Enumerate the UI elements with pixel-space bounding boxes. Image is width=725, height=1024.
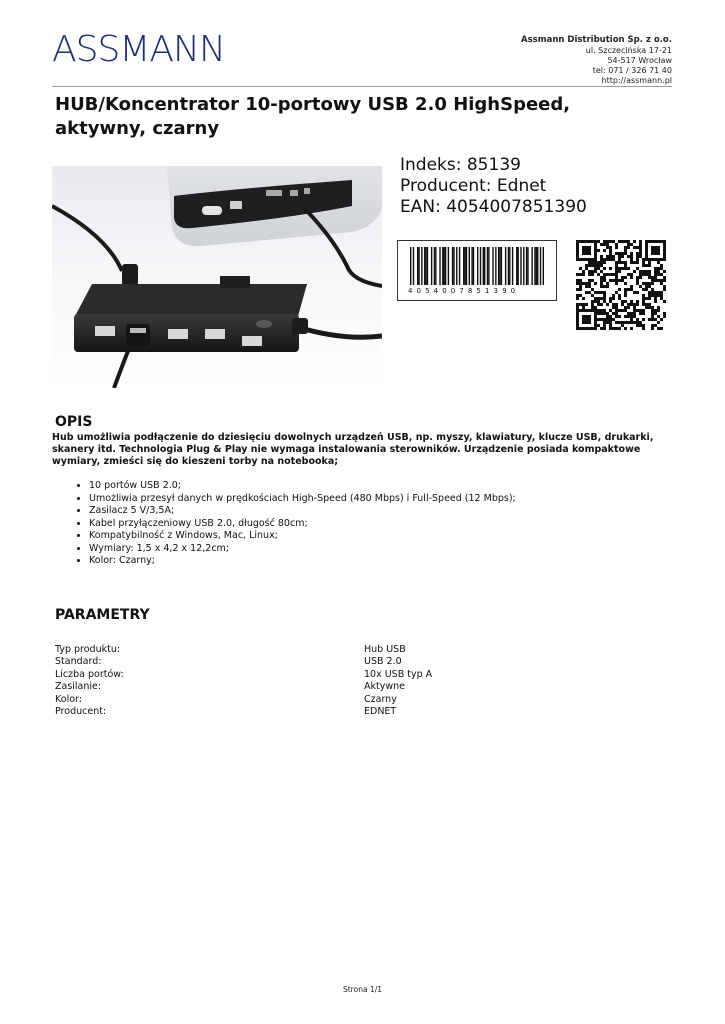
company-phone: tel: 071 / 326 71 40 — [592, 66, 672, 75]
parameters-table — [55, 644, 555, 718]
qr-code — [576, 240, 666, 330]
ean-barcode — [397, 240, 557, 301]
company-city: 54-517 Wrocław — [607, 56, 672, 65]
product-title — [55, 93, 655, 141]
param-value: Hub USB — [364, 644, 406, 655]
list-item: • Wymiary: 1,5 x 4,2 x 12,2cm; — [89, 543, 516, 556]
list-item: • Kompatybilność z Windows, Mac, Linux; — [89, 530, 516, 543]
product-ean: EAN: 4054007851390 — [400, 197, 587, 217]
company-url[interactable]: http://assmann.pl — [601, 76, 672, 85]
param-value: Aktywne — [364, 681, 405, 693]
param-value: USB 2.0 — [364, 656, 402, 668]
company-name: Assmann Distribution Sp. z o.o. — [521, 35, 672, 45]
feature-list — [72, 480, 516, 568]
assmann-logo: ASSMANN — [52, 29, 225, 70]
opis-heading: OPIS — [55, 414, 93, 430]
product-producer: Producent: Ednet — [400, 176, 547, 196]
list-item: • Zasilacz 5 V/3,5A; — [89, 505, 516, 518]
barcode-bars — [410, 247, 544, 285]
product-title-line2: aktywny, czarny — [55, 118, 220, 139]
table-row — [55, 669, 555, 681]
barcode-digits: 4054007851390 — [408, 287, 520, 295]
header-divider — [52, 86, 672, 87]
parametry-heading: PARAMETRY — [55, 607, 150, 623]
page-number: Strona 1/1 — [342, 985, 382, 994]
list-item: • 10 portów USB 2.0; — [89, 480, 516, 493]
table-row — [55, 644, 555, 656]
param-label: Standard: — [55, 656, 102, 668]
product-facts — [400, 155, 587, 218]
param-label: Producent: — [55, 705, 107, 717]
param-label: Zasilanie: — [55, 681, 102, 693]
param-value: Czarny — [364, 693, 397, 705]
param-label: Kolor: — [55, 693, 82, 705]
product-title-line1: HUB/Koncentrator 10-portowy USB 2.0 HighSpeed, — [55, 94, 571, 115]
product-photo — [52, 166, 382, 388]
opis-description: Hub umożliwia podłączenie do dziesięciu dowolnych urządzeń USB, np. myszy, klawiatury, klucze USB, drukarki, skanery itd. Technologia Plug & Play nie wymaga instalowania sterowników. Urządzenie posiada kompaktowe wymiary, zmieści się do kieszeni torby na notebooka; — [52, 432, 654, 467]
param-label: Typ produktu: — [55, 644, 121, 655]
list-item: • Kabel przyłączeniowy USB 2.0, długość 80cm; — [89, 518, 516, 531]
table-row — [55, 706, 555, 718]
product-index: Indeks: 85139 — [400, 155, 521, 175]
list-item: • Umożliwia przesył danych w prędkościach High-Speed (480 Mbps) i Full-Speed (12 Mbps); — [89, 493, 516, 506]
company-street: ul. Szczecińska 17-21 — [585, 46, 672, 55]
company-address — [521, 35, 672, 86]
param-value: 10x USB typ A — [364, 668, 433, 680]
list-item: • Kolor: Czarny; — [89, 555, 516, 568]
param-label: Liczba portów: — [55, 668, 124, 680]
table-row — [55, 681, 555, 693]
table-row — [55, 656, 555, 668]
param-value: EDNET — [364, 705, 397, 717]
table-row — [55, 694, 555, 706]
